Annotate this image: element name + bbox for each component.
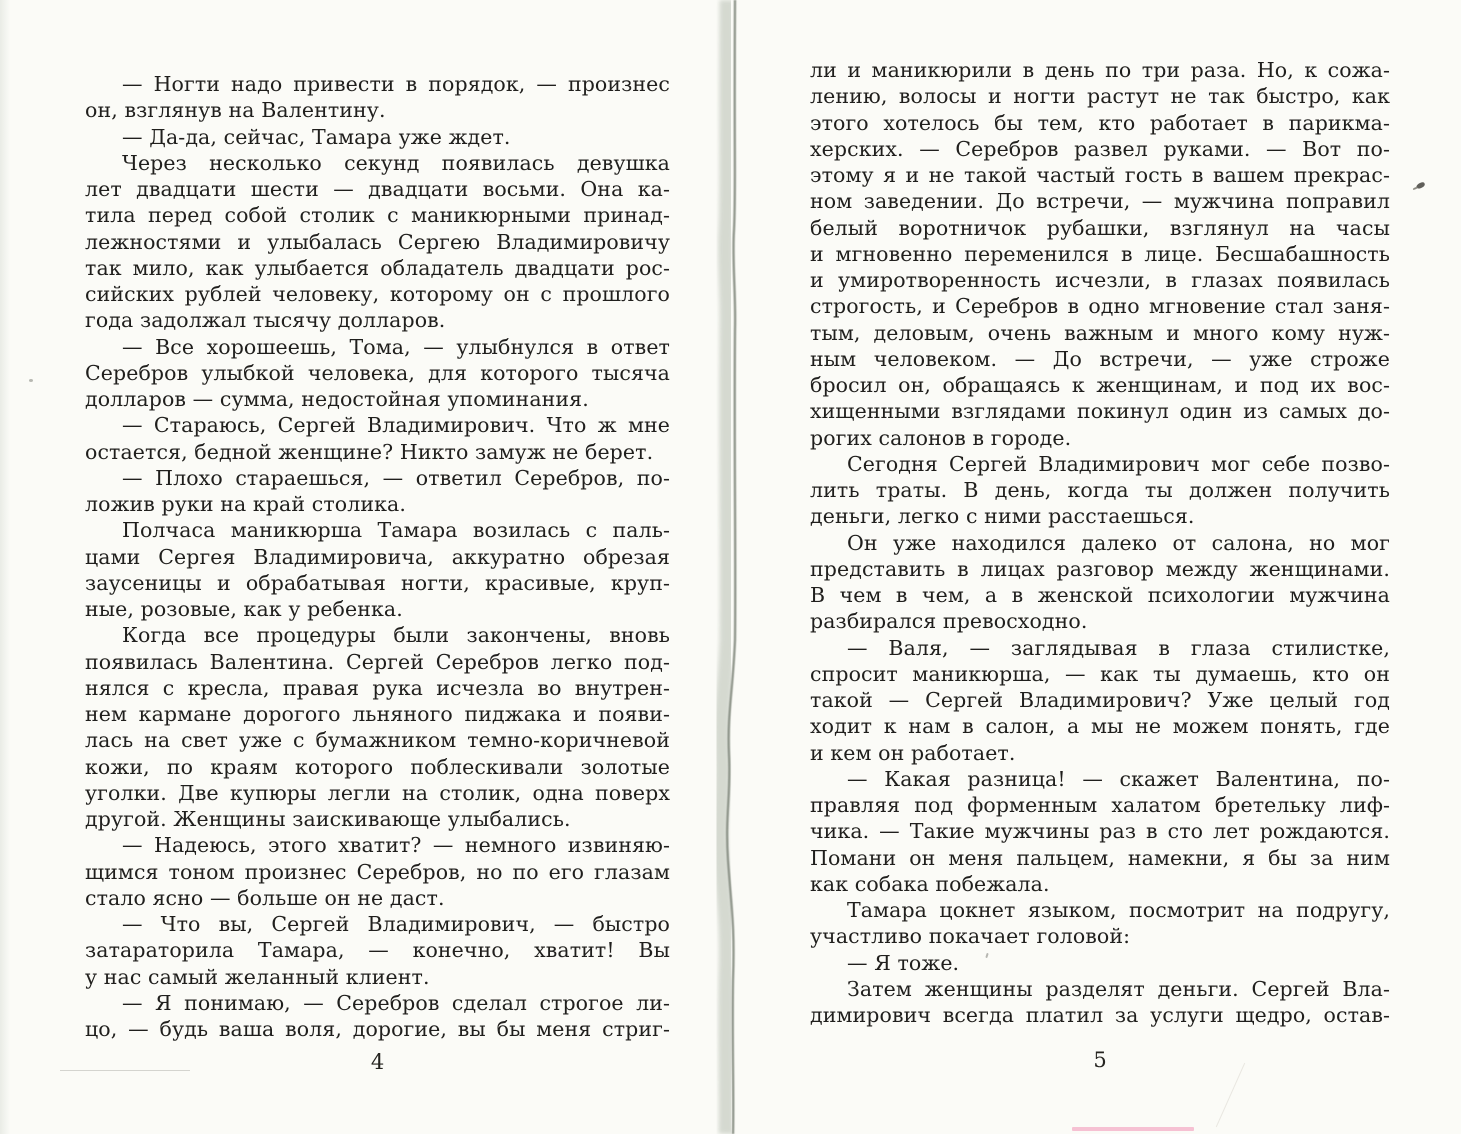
text-line: лению, волосы и ногти растут не так быстро, как — [810, 84, 1390, 109]
pink-highlight-mark — [1072, 1127, 1194, 1131]
text-line: — Да-да, сейчас, Тамара уже ждет. — [122, 124, 511, 149]
text-line: — Я тоже. — [847, 950, 960, 975]
text-line: В чем в чем, а в женской психологии мужчина — [810, 583, 1390, 607]
text-line: так мило, как улыбается обладатель двадцати рос- — [85, 255, 670, 280]
text-line: цами Сергея Владимировича, аккуратно обрезая — [85, 544, 670, 569]
text-line: такой — Сергей Владимирович? Уже целый год — [810, 688, 1390, 712]
text-line: строгость, и Серебров в одно мгновение стал заня- — [810, 294, 1390, 319]
text-line: ли и маникюрили в день по три раза. Но, к сожа- — [810, 58, 1390, 82]
text-line: Серебров улыбкой человека, для которого тысяча — [85, 360, 670, 385]
text-line: как собака побежала. — [810, 871, 1050, 896]
text-line: лить траты. В день, когда ты должен получить — [810, 478, 1390, 502]
text-line: тила перед собой столик с маникюрными принад- — [85, 203, 670, 228]
text-line: ном заведении. До встречи, — мужчина поправил — [810, 189, 1390, 214]
text-line: чика. — Такие мужчины раз в сто лет рождаются. — [810, 819, 1390, 844]
text-line: этому я и не такой частый гость в вашем прекрас- — [810, 163, 1390, 187]
text-line: рогих салонов в городе. — [810, 425, 1072, 450]
scan-artifact-line — [60, 1070, 190, 1071]
text-line: лась на свет уже с бумажником темно-коричневой — [85, 728, 670, 753]
text-line: Сегодня Сергей Владимирович мог себе позво- — [847, 451, 1390, 476]
text-line: хищенными взглядами покинул один из самых до- — [810, 399, 1390, 424]
text-line: кожи, по краям которого поблескивали золотые — [85, 754, 670, 779]
binding-gutter — [693, 0, 773, 1134]
text-line: Когда все процедуры были закончены, вновь — [122, 623, 670, 648]
text-line: щимся тоном произнес Серебров, но по его глазам — [85, 859, 670, 884]
text-line: — Я понимаю, — Серебров сделал строгое ли- — [122, 990, 670, 1015]
text-line: Через несколько секунд появилась девушка — [122, 150, 670, 175]
text-line: ным человеком. — До встречи, — уже строже — [810, 346, 1390, 371]
text-line: Полчаса маникюрша Тамара возилась с паль- — [122, 518, 670, 543]
text-line: и мгновенно переменился в лице. Бесшабашность — [810, 241, 1390, 266]
text-line: у нас самый желанный клиент. — [85, 964, 430, 989]
text-line: лет двадцати шести — двадцати восьми. Она ка- — [85, 177, 670, 201]
text-line: димирович всегда платил за услуги щедро, остав- — [810, 1003, 1390, 1027]
text-line: уголки. Две купюры легли на столик, одна поверх — [85, 780, 670, 805]
text-line: — Что вы, Сергей Владимирович, — быстро — [122, 912, 670, 936]
text-line: года задолжал тысячу долларов. — [85, 308, 446, 333]
text-line: представить в лицах разговор между женщинами. — [810, 556, 1390, 581]
text-line: и умиротворенность исчезли, в глазах появилась — [810, 268, 1390, 292]
text-line: стало ясно — больше он не даст. — [85, 885, 445, 910]
text-line: нем кармане дорогого льняного пиджака и появи- — [85, 702, 670, 726]
text-line: херских. — Серебров развел руками. — Вот по- — [810, 136, 1390, 161]
text-line: тым, деловым, очень важным и много кому нуж- — [810, 320, 1390, 345]
text-line: другой. Женщины заискивающе улыбались. — [85, 807, 571, 831]
text-line: долларов — сумма, недостойная упоминания. — [85, 387, 589, 411]
text-line: он, взглянув на Валентину. — [85, 98, 386, 123]
left-page-number: 4 — [370, 1050, 385, 1074]
text-line: ложив руки на край столика. — [85, 492, 406, 516]
text-line: — Стараюсь, Сергей Владимирович. Что ж мне — [122, 413, 670, 438]
text-line: сийских рублей человеку, которому он с прошлого — [85, 282, 670, 306]
right-page-text — [810, 57, 1390, 1028]
right-page-number: 5 — [1093, 1048, 1107, 1072]
text-line: — Какая разница! — скажет Валентина, по- — [847, 766, 1390, 791]
text-line: бросил он, обращаясь к женщинам, и под их вос- — [810, 373, 1390, 397]
ink-speck — [1415, 181, 1425, 189]
text-line: этого хотелось бы тем, кто работает в парикма- — [810, 110, 1390, 135]
text-line: ные, розовые, как у ребенка. — [85, 597, 403, 621]
text-line: затараторила Тамара, — конечно, хватит! Вы — [85, 938, 670, 963]
text-line: — Валя, — заглядывая в глаза стилистке, — [847, 635, 1390, 660]
text-line: и кем он работает. — [810, 740, 1016, 765]
text-line: участливо покачает головой: — [810, 924, 1131, 949]
text-line: заусеницы и обрабатывая ногти, красивые, круп- — [85, 570, 670, 595]
text-line: Тамара цокнет языком, посмотрит на подругу, — [847, 898, 1390, 922]
text-line: Он уже находился далеко от салона, но мог — [847, 530, 1390, 555]
text-line: появилась Валентина. Сергей Серебров легко под- — [85, 649, 670, 674]
text-line: деньги, легко с ними расстаешься. — [810, 504, 1195, 529]
text-line: — Надеюсь, этого хватит? — немного извиняю- — [122, 833, 670, 858]
text-line: — Все хорошеешь, Тома, — улыбнулся в ответ — [122, 334, 670, 359]
page-edge-shade — [0, 0, 10, 1134]
paper-fold-line — [1216, 1063, 1245, 1127]
left-page-text — [85, 71, 670, 1042]
text-line: ходит к нам в салон, а мы не можем понять, где — [810, 714, 1390, 739]
text-line: — Плохо стараешься, — ответил Серебров, по- — [122, 465, 670, 490]
ink-speck — [29, 379, 33, 382]
text-line: разбирался превосходно. — [810, 609, 1088, 634]
text-line: цо, — будь ваша воля, дорогие, вы бы меня стриг- — [85, 1017, 670, 1041]
gutter-shadow — [720, 0, 727, 1134]
text-line: остается, бедной женщине? Никто замуж не берет. — [85, 439, 654, 464]
text-line: правляя под форменным халатом бретельку лиф- — [810, 793, 1390, 817]
text-line: — Ногти надо привести в порядок, — произнес — [122, 72, 670, 96]
text-line: Затем женщины разделят деньги. Сергей Вла- — [847, 976, 1390, 1001]
text-line: лежностями и улыбалась Сергею Владимировичу — [85, 229, 670, 254]
text-line: нялся с кресла, правая рука исчезла во внутрен- — [85, 675, 670, 700]
text-line: белый воротничок рубашки, взглянул на часы — [810, 215, 1390, 240]
text-line: Помани он меня пальцем, намекни, я бы за ним — [810, 845, 1390, 870]
text-line: спросит маникюрша, — как ты думаешь, кто он — [810, 661, 1390, 686]
